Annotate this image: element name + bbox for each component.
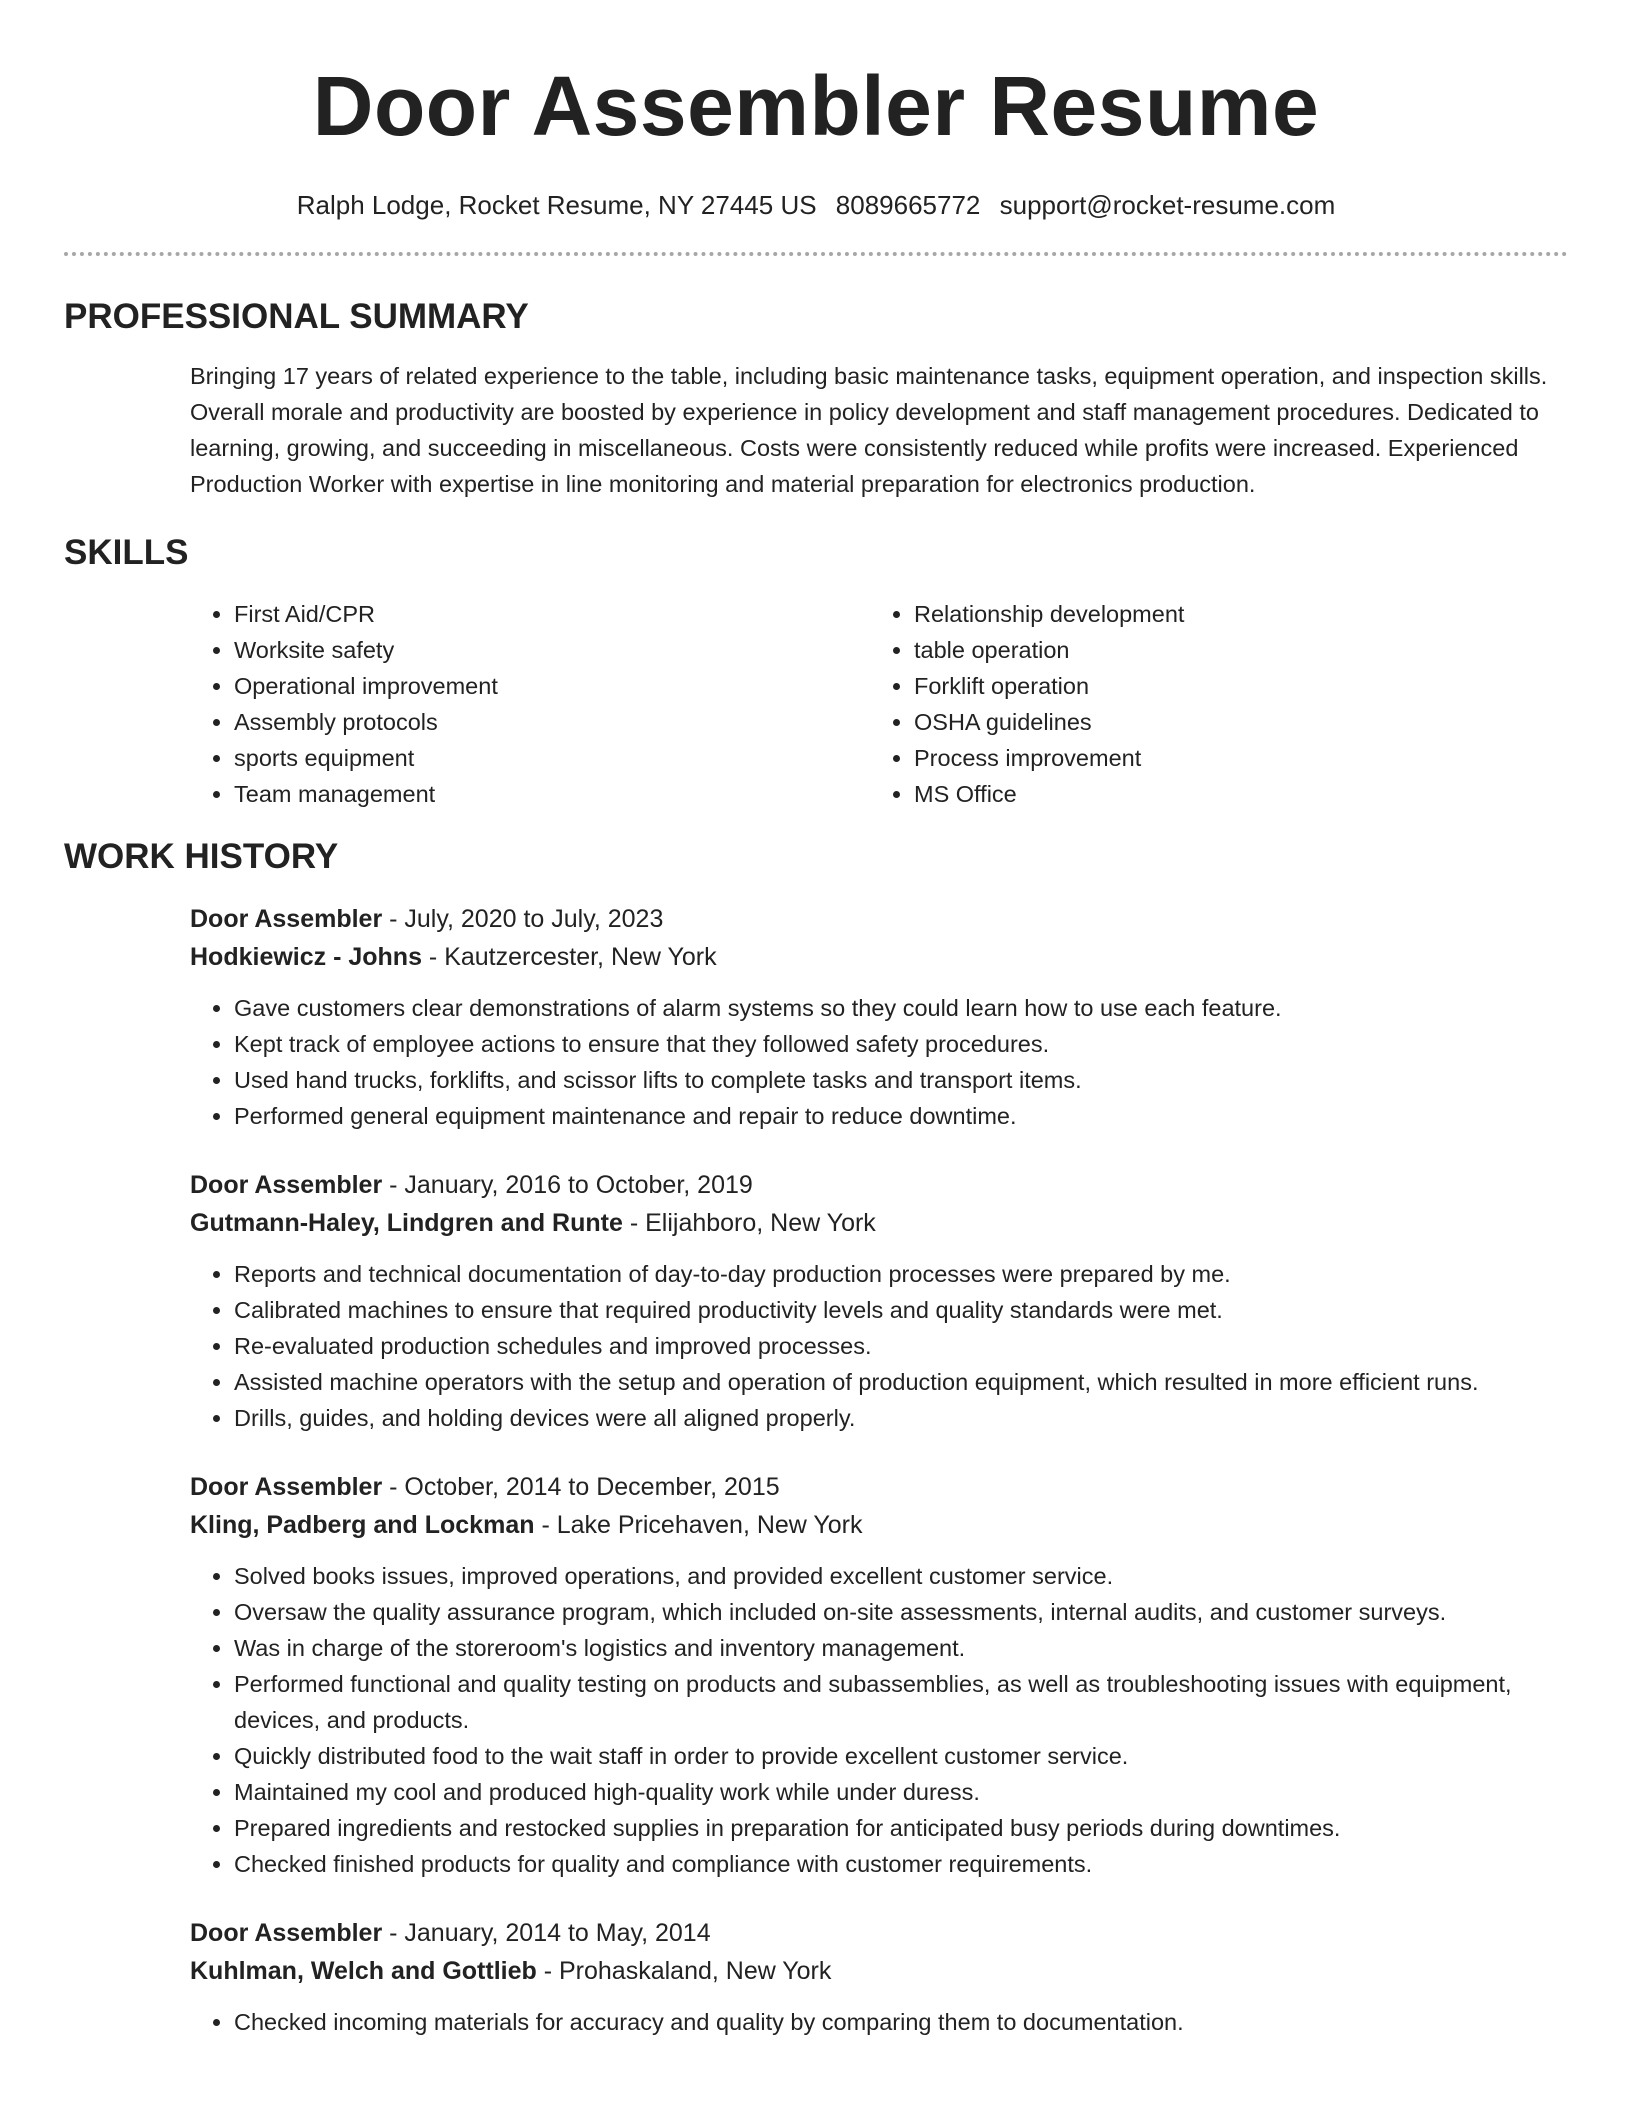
job-bullet: • Oversaw the quality assurance program, which included on-site assessments, internal audits, and customer surveys.	[234, 1594, 1568, 1630]
job-bullet: • Reports and technical documentation of day-to-day production processes were prepared by me.	[234, 1256, 1568, 1292]
job-bullet: • Checked incoming materials for accuracy and quality by comparing them to documentation.	[234, 2004, 1568, 2040]
skill-item: • Process improvement	[914, 740, 1550, 776]
skills-column-left	[190, 596, 870, 812]
contact-email: support@rocket-resume.com	[999, 190, 1336, 220]
job-entry	[190, 1166, 1568, 1436]
skill-item: • Operational improvement	[234, 668, 870, 704]
contact-address: Ralph Lodge, Rocket Resume, NY 27445 US	[296, 190, 817, 220]
job-entry	[190, 900, 1568, 1134]
job-bullets	[190, 1256, 1568, 1436]
job-bullet: • Quickly distributed food to the wait staff in order to provide excellent customer service.	[234, 1738, 1568, 1774]
job-entry	[190, 1468, 1568, 1882]
job-company: Kling, Padberg and Lockman	[190, 1511, 535, 1539]
job-company: Hodkiewicz - Johns	[190, 943, 422, 971]
job-bullet: • Gave customers clear demonstrations of alarm systems so they could learn how to use each feature.	[234, 990, 1568, 1026]
job-company-line	[190, 1204, 1568, 1242]
job-company: Gutmann-Haley, Lindgren and Runte	[190, 1209, 623, 1237]
contact-line	[64, 188, 1568, 222]
job-location: - Lake Pricehaven, New York	[534, 1511, 863, 1539]
job-bullet: • Was in charge of the storeroom's logistics and inventory management.	[234, 1630, 1568, 1666]
job-bullet: • Calibrated machines to ensure that required productivity levels and quality standards were met.	[234, 1292, 1568, 1328]
job-dates: - January, 2014 to May, 2014	[382, 1919, 711, 1947]
job-title-line	[190, 1166, 1568, 1204]
skill-item: • table operation	[914, 632, 1550, 668]
job-dates: - October, 2014 to December, 2015	[382, 1473, 780, 1501]
summary-text: Bringing 17 years of related experience to the table, including basic maintenance tasks, equipment operation, and inspection skills. Overall morale and productivity are boosted by experience in policy development and staff management procedures. Dedicated to learning, growing, and succeeding in miscellaneous. Costs were consistently reduced while profits were increased. Experienced Production Worker with expertise in line monitoring and material preparation for electronics production.	[190, 363, 1548, 497]
job-location: - Kautzercester, New York	[421, 943, 717, 971]
resume-title: Door Assembler Resume	[312, 59, 1320, 153]
job-entry	[190, 1914, 1568, 2040]
skill-item: • Forklift operation	[914, 668, 1550, 704]
skill-item: • Worksite safety	[234, 632, 870, 668]
skill-item: • OSHA guidelines	[914, 704, 1550, 740]
job-company: Kuhlman, Welch and Gottlieb	[190, 1957, 537, 1985]
skill-item: • MS Office	[914, 776, 1550, 812]
job-bullet: • Maintained my cool and produced high-quality work while under duress.	[234, 1774, 1568, 1810]
job-bullet: • Used hand trucks, forklifts, and scissor lifts to complete tasks and transport items.	[234, 1062, 1568, 1098]
summary-heading: PROFESSIONAL SUMMARY	[64, 297, 529, 336]
job-bullet: • Assisted machine operators with the setup and operation of production equipment, which resulted in more efficient runs.	[234, 1364, 1568, 1400]
job-title: Door Assembler	[190, 905, 383, 933]
job-bullet: • Solved books issues, improved operations, and provided excellent customer service.	[234, 1558, 1568, 1594]
job-bullet: • Drills, guides, and holding devices were all aligned properly.	[234, 1400, 1568, 1436]
job-location: - Prohaskaland, New York	[536, 1957, 832, 1985]
job-title: Door Assembler	[190, 1171, 383, 1199]
job-bullet: • Performed functional and quality testing on products and subassemblies, as well as troubleshooting issues with equipment, devices, and products.	[234, 1666, 1568, 1738]
resume-page	[64, 0, 1568, 2040]
skill-item: • Team management	[234, 776, 870, 812]
job-bullets	[190, 990, 1568, 1134]
job-bullet: • Checked finished products for quality and compliance with customer requirements.	[234, 1846, 1568, 1882]
job-location: - Elijahboro, New York	[622, 1209, 876, 1237]
skills-heading: SKILLS	[64, 533, 189, 572]
contact-phone: 8089665772	[835, 190, 981, 220]
job-company-line	[190, 1952, 1568, 1990]
job-title-line	[190, 1468, 1568, 1506]
job-title-line	[190, 1914, 1568, 1952]
job-company-line	[190, 938, 1568, 976]
job-bullets	[190, 2004, 1568, 2040]
skills-list	[190, 596, 1568, 812]
skill-item: • Relationship development	[914, 596, 1550, 632]
job-title-line	[190, 900, 1568, 938]
job-bullet: • Prepared ingredients and restocked supplies in preparation for anticipated busy periods during downtimes.	[234, 1810, 1568, 1846]
job-dates: - January, 2016 to October, 2019	[382, 1171, 753, 1199]
job-bullet: • Performed general equipment maintenance and repair to reduce downtime.	[234, 1098, 1568, 1134]
job-bullet: • Re-evaluated production schedules and improved processes.	[234, 1328, 1568, 1364]
job-bullets	[190, 1558, 1568, 1882]
job-title: Door Assembler	[190, 1919, 383, 1947]
skill-item: • Assembly protocols	[234, 704, 870, 740]
skills-column-right	[870, 596, 1550, 812]
job-bullet: • Kept track of employee actions to ensure that they followed safety procedures.	[234, 1026, 1568, 1062]
work-history-heading: WORK HISTORY	[64, 837, 339, 876]
job-title: Door Assembler	[190, 1473, 383, 1501]
job-dates: - July, 2020 to July, 2023	[382, 905, 664, 933]
skill-item: • sports equipment	[234, 740, 870, 776]
skill-item: • First Aid/CPR	[234, 596, 870, 632]
header-divider	[64, 252, 1568, 256]
job-company-line	[190, 1506, 1568, 1544]
